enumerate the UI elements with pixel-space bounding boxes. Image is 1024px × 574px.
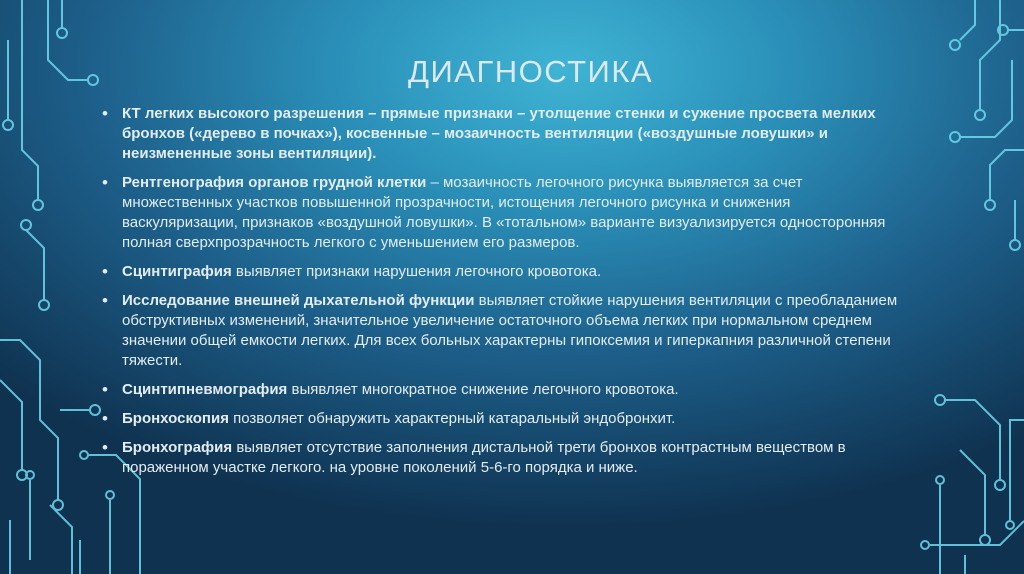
bullet-text: – мозаичность легочного рисунка выявляется за счет множественных участков повышенной прозрачности, истощения легочного рисунка и снижения васкуляризации, признаков «воздушной ловушки». В «тотальном» варианте визуализируется односторонняя полная сверхпрозрачность легкого с уменьшением его размеров.	[122, 174, 886, 251]
bullet-term: КТ легких высокого разрешения – прямые признаки – утолщение стенки и сужение просвета мелких бронхов («дерево в почках»), косвенные – мозаичность вентиляции («воздушные ловушки» и неизмененные зоны вентиляции).	[122, 105, 876, 162]
bullet-term: Сцинтиграфия	[122, 263, 232, 280]
bullet-term: Исследование внешней дыхательной функции	[122, 292, 475, 309]
bullet-item	[102, 173, 902, 253]
bullet-item	[102, 409, 902, 429]
bullet-item	[102, 291, 902, 371]
bullet-text: выявляет отсутствие заполнения дистальной трети бронхов контрастным веществом в пораженном участке легкого. на уровне поколений 5-6-го порядка и ниже.	[122, 439, 846, 476]
bullet-item	[102, 104, 902, 164]
bullet-term: Рентгенография органов грудной клетки	[122, 174, 427, 191]
bullet-item	[102, 438, 902, 478]
right-circuit-nodes	[921, 25, 1020, 549]
bullet-term: Бронхография	[122, 439, 233, 456]
bullet-term: Сцинтипневмография	[122, 381, 288, 398]
bullet-item	[102, 380, 902, 400]
bullet-text: выявляет стойкие нарушения вентиляции с преобладанием обструктивных изменений, значительное увеличение остаточного объема легких при нормальном среднем значении общей емкости легких. Для всех больных характерны гипоксемия и гиперкапния различной степени тяжести.	[122, 292, 898, 369]
right-circuit-lines	[930, 0, 1024, 574]
bullet-text: выявляет признаки нарушения легочного кровотока.	[231, 263, 602, 280]
bullet-text: выявляет многократное снижение легочного кровотока.	[287, 381, 679, 398]
bullet-text: позволяет обнаружить характерный катаральный эндобронхит.	[228, 410, 676, 427]
slide-title: ДИАГНОСТИКА	[408, 54, 654, 89]
bullet-term: Бронхоскопия	[122, 410, 229, 427]
bullet-item	[102, 262, 902, 282]
bullet-list	[102, 104, 902, 487]
